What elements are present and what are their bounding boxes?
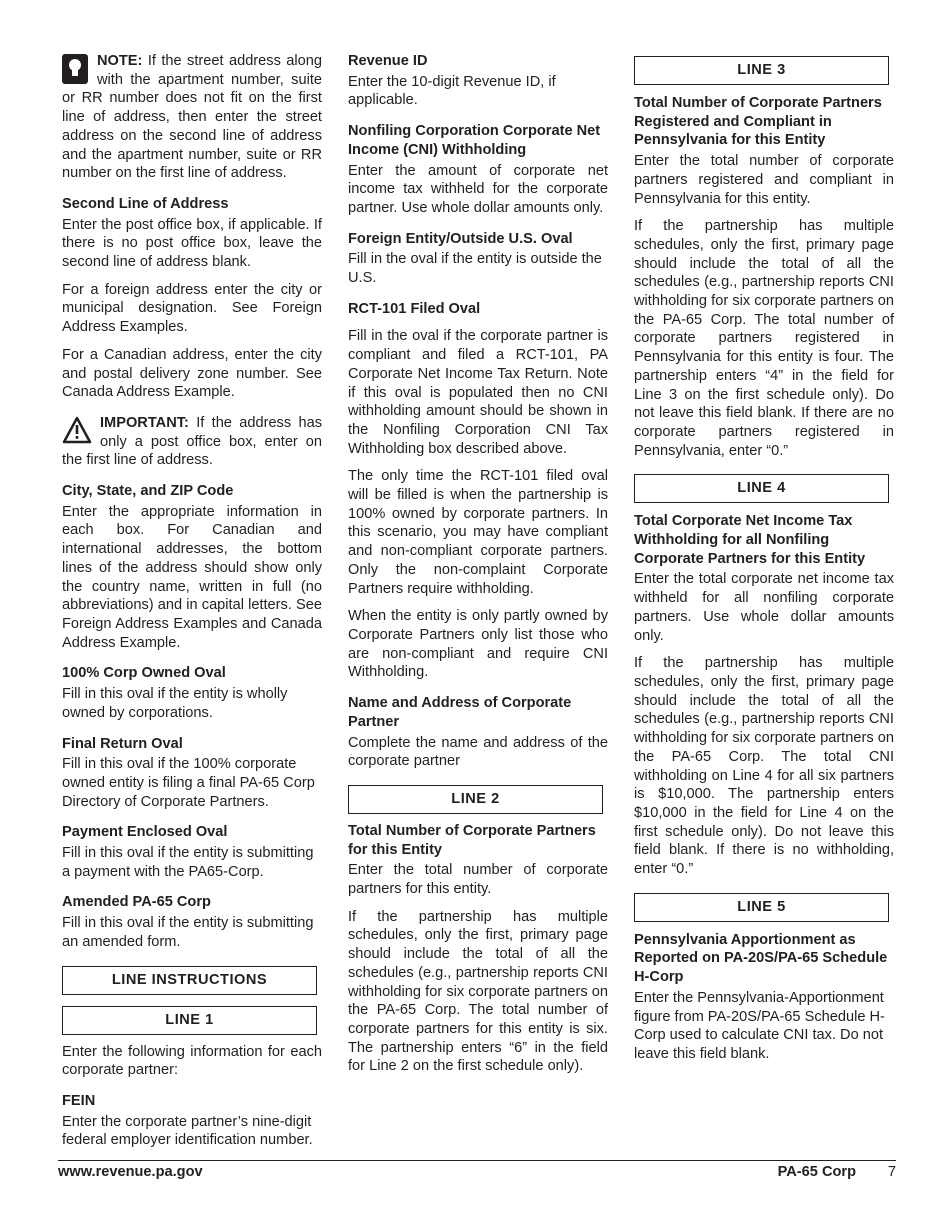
- important-callout: [62, 414, 322, 470]
- page-footer: [58, 1160, 896, 1180]
- foreign-heading: Foreign Entity/Outside U.S. Oval: [348, 230, 573, 247]
- note-callout: [62, 52, 322, 183]
- rct-p3: When the entity is only partly owned by Corporate Partners only list those who are non-compliant and require CNI Withholding.: [348, 608, 608, 681]
- line-instructions-header: LINE INSTRUCTIONS: [62, 966, 317, 995]
- line3-p1: Enter the total number of corporate partners registered and compliant in Pennsylvania for this entity.: [634, 153, 894, 207]
- city-heading: City, State, and ZIP Code: [62, 483, 234, 500]
- amended-text: Fill in this oval if the entity is submitting an amended form.: [62, 915, 314, 950]
- warning-triangle-icon: [62, 416, 92, 444]
- note-text: If the street address along with the apartment number, suite or RR number does not fit on the first line of address, then enter the street address on the second line of address and the apartment number, suite or RR number on the first line of address.: [62, 53, 322, 182]
- fein-heading: FEIN: [62, 1092, 96, 1109]
- second-line-p2: For a foreign address enter the city or municipal designation. See Foreign Address Examples.: [62, 281, 322, 336]
- revenue-heading: Revenue ID: [348, 53, 428, 69]
- line3-p2: If the partnership has multiple schedules, only the first, primary page should include the total of all the schedules (e.g., partnership reports CNI withholding for six corporate partners on the PA-65 Corp. The total number of corporate partners registered in Pennsylvania for this entity is four. The partnership enters “4” in the field for Line 3 on the first schedule only). Do not leave this field blank. If there are no corporate partners registered in Pennsylvania, enter “0.”: [634, 218, 894, 459]
- line4-heading: Total Corporate Net Income Tax Withholding for all Nonfiling Corporate Partners for this Entity: [634, 513, 866, 567]
- footer-form-name: PA-65 Corp: [777, 1164, 856, 1180]
- second-line-p1: Enter the post office box, if applicable. If there is no post office box, leave the second line of address blank.: [62, 216, 322, 271]
- page-number: 7: [887, 1164, 896, 1180]
- column-1: [62, 52, 322, 1159]
- city-text: Enter the appropriate information in each box. For Canadian and international addresses, the bottom lines of the address should show only the country name, written in full (no abbreviations) and in capital letters. See Foreign Address Examples and Canada Address Example.: [62, 503, 322, 651]
- payment-heading: Payment Enclosed Oval: [62, 824, 228, 841]
- revenue-text: Enter the 10-digit Revenue ID, if applicable.: [348, 73, 556, 109]
- lightbulb-icon: [62, 54, 88, 84]
- line-2-header: LINE 2: [348, 785, 603, 814]
- nonfiling-text: Enter the amount of corporate net income tax withheld for the corporate partner. Use whole dollar amounts only.: [348, 162, 608, 216]
- line3-heading: Total Number of Corporate Partners Registered and Compliant in Pennsylvania for this Entity: [634, 95, 882, 149]
- second-line-heading: Second Line of Address: [62, 195, 229, 212]
- final-return-text: Fill in this oval if the 100% corporate owned entity is filing a final PA-65 Corp Directory of Corporate Partners.: [62, 756, 315, 810]
- line-4-header: LINE 4: [634, 474, 889, 503]
- line-3-header: LINE 3: [634, 56, 889, 85]
- line2-p1: Enter the total number of corporate partners for this entity.: [348, 862, 608, 898]
- line-5-header: LINE 5: [634, 893, 889, 922]
- second-line-p3: For a Canadian address, enter the city and postal delivery zone number. See Canada Address Example.: [62, 346, 322, 401]
- fein-text: Enter the corporate partner’s nine-digit federal employer identification number.: [62, 1113, 313, 1149]
- corp-owned-text: Fill in this oval if the entity is wholly owned by corporations.: [62, 686, 288, 721]
- line2-heading: Total Number of Corporate Partners for this Entity: [348, 822, 596, 858]
- rct-p1: Fill in the oval if the corporate partner is compliant and filed a RCT-101, PA Corporate Net Income Tax Return. Note if this oval is populated then no CNI withholding amount should be shown in the Nonfiling Corporation CNI Tax Withholding box described above.: [348, 328, 608, 457]
- important-label: IMPORTANT:: [100, 414, 189, 431]
- rct-p2: The only time the RCT-101 filed oval will be filled is when the partnership is 100% owned by corporate partners. In this scenario, you may have compliant and non-compliant corporate partners. Only the non-complaint Corporate Partners require withholding.: [348, 468, 608, 597]
- foreign-text: Fill in the oval if the entity is outside the U.S.: [348, 251, 602, 287]
- line4-p1: Enter the total corporate net income tax withheld for all nonfiling corporate partners. Use whole dollar amounts only.: [634, 571, 894, 644]
- line5-heading: Pennsylvania Apportionment as Reported on PA-20S/PA-65 Schedule H-Corp: [634, 931, 888, 986]
- final-return-heading: Final Return Oval: [62, 735, 183, 752]
- rct-heading: RCT-101 Filed Oval: [348, 300, 481, 317]
- corp-owned-heading: 100% Corp Owned Oval: [62, 665, 226, 682]
- name-heading: Name and Address of Corporate Partner: [348, 695, 572, 730]
- nonfiling-heading: Nonfiling Corporation Corporate Net Income (CNI) Withholding: [348, 123, 601, 158]
- important-text: If the address has only a post office box, enter on the first line of address.: [62, 414, 322, 469]
- line2-p2: If the partnership has multiple schedules, only the first, primary page should include the total of all the schedules (e.g., partnership reports CNI withholding for six corporate partners on the PA-65 Corp. The total number of corporate partners for this entity is six. The partnership enters “6” in the field for Line 2 on the first schedule only).: [348, 908, 608, 1075]
- payment-text: Fill in this oval if the entity is submitting a payment with the PA65-Corp.: [62, 845, 314, 880]
- line-1-header: LINE 1: [62, 1006, 317, 1035]
- name-text: Complete the name and address of the corporate partner: [348, 734, 608, 770]
- line5-text: Enter the Pennsylvania-Apportionment figure from PA-20S/PA-65 Schedule H-Corp used to calculate CNI tax. Do not leave this field blank.: [634, 989, 885, 1062]
- column-3: [634, 52, 894, 1073]
- column-2: [348, 52, 608, 1085]
- line1-text: Enter the following information for each corporate partner:: [62, 1043, 322, 1079]
- amended-heading: Amended PA-65 Corp: [62, 894, 211, 911]
- line4-p2: If the partnership has multiple schedules, only the first, primary page should include the total of all the schedules (e.g., partnership reports CNI withholding for six corporate partners on the PA-65 Corp. The total CNI withholding on Line 4 for all six partners is $10,000. The partnership enters $10,000 in the field for Line 4 on the first schedule only). Do not leave this field blank. If there is no withholding, enter “0.”: [634, 655, 894, 878]
- footer-url: www.revenue.pa.gov: [58, 1164, 203, 1180]
- note-label: NOTE:: [97, 53, 143, 69]
